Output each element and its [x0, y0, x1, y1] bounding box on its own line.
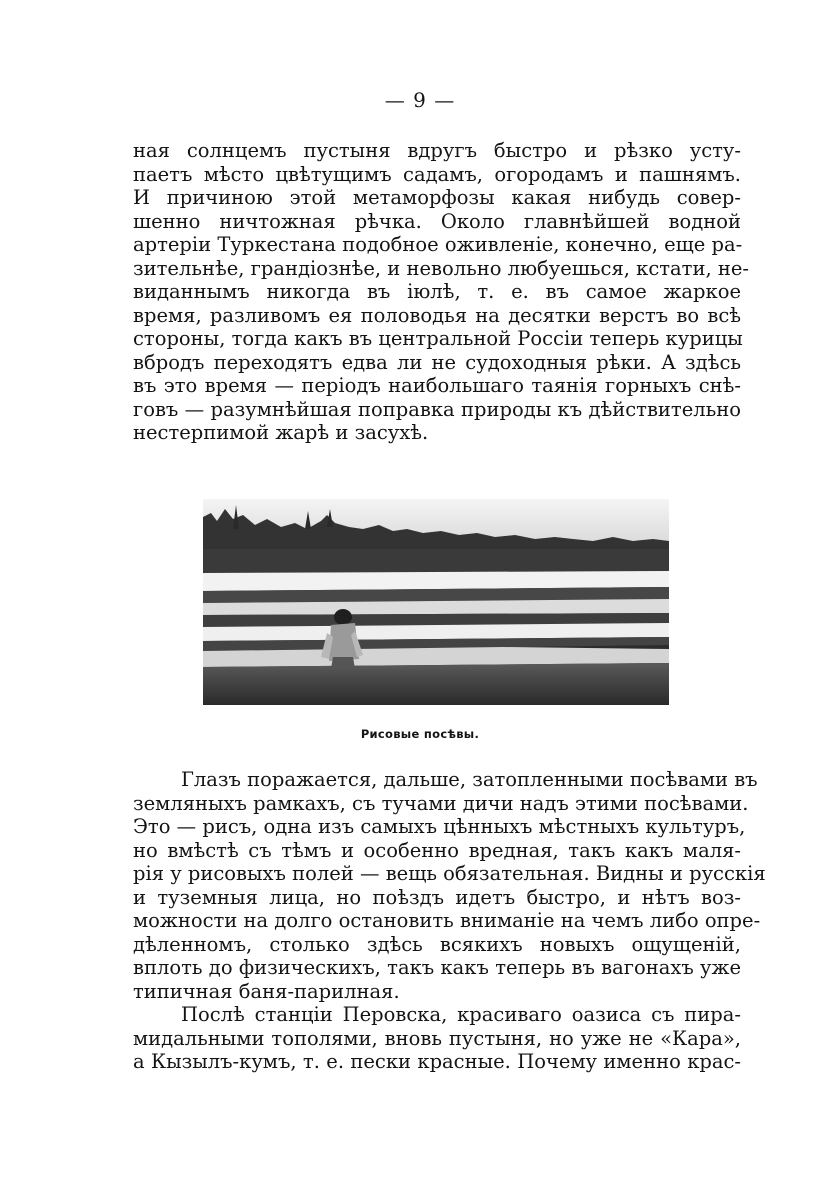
text-line: виданнымъ никогда въ іюлѣ, т. е. въ самое жаркое — [133, 280, 741, 303]
text-line: и туземныя лица, но поѣздъ идетъ быстро, и нѣтъ воз- — [133, 885, 741, 909]
text-line: И причиною этой метаморфозы какая нибудь совер- — [133, 186, 741, 209]
text-line: Глазъ поражается, дальше, затопленными посѣвами въ — [181, 768, 758, 791]
text-line: паетъ мѣсто цвѣтущимъ садамъ, огородамъ и пашнямъ. — [133, 162, 741, 186]
text-line: вплоть до физическихъ, такъ какъ теперь въ вагонахъ уже — [133, 956, 741, 979]
text-line: шенно ничтожная рѣчка. Около главнѣйшей водной — [133, 209, 741, 233]
text-line: но вмѣстѣ съ тѣмъ и особенно вредная, такъ какъ маля- — [133, 838, 741, 862]
text-line: нестерпимой жарѣ и засухѣ. — [133, 421, 429, 444]
figure-caption: Рисовые посѣвы. — [360, 727, 480, 741]
text-line: рія у рисовыхъ полей — вещь обязательная. Видны и русскія — [133, 862, 766, 885]
text-line: типичная баня-парилная. — [133, 979, 400, 1003]
text-line: Это — рисъ, одна изъ самыхъ цѣнныхъ мѣстныхъ культуръ, — [133, 815, 746, 838]
page-number: — 9 — — [384, 88, 456, 112]
text-line: зительнѣе, грандіознѣе, и невольно любуешься, кстати, не- — [133, 256, 749, 280]
text-line: земляныхъ рамкахъ, съ тучами дичи надъ этими посѣвами. — [133, 791, 749, 815]
text-line: ная солнцемъ пустыня вдругъ быстро и рѣзко усту- — [133, 139, 741, 162]
text-line: въ это время — періодъ наибольшаго таянія горныхъ снѣ- — [133, 374, 741, 397]
text-line: артеріи Туркестана подобное оживленіе, конечно, еще ра- — [133, 233, 743, 256]
text-line: вбродъ переходятъ едва ли не судоходныя рѣки. А здѣсь — [133, 350, 741, 374]
text-line: а Кызылъ-кумъ, т. е. пески красные. Почему именно крас- — [133, 1050, 741, 1073]
text-line: время, разливомъ ея половодья на десятки верстъ во всѣ — [133, 303, 741, 327]
text-line: Послѣ станціи Перовска, красиваго оазиса съ пира- — [181, 1003, 741, 1026]
text-line: говъ — разумнѣйшая поправка природы къ дѣйствительно — [133, 397, 741, 421]
rice-fields-photo — [203, 499, 669, 705]
paragraph-2 — [133, 768, 766, 1074]
text-line: мидальными тополями, вновь пустыня, но уже не «Кара», — [133, 1026, 741, 1050]
text-line: стороны, тогда какъ въ центральной Россіи теперь курицы — [133, 327, 743, 350]
rice-fields-illustration — [203, 499, 669, 705]
paragraph-1 — [133, 139, 749, 445]
text-line: дѣленномъ, столько здѣсь всякихъ новыхъ ощущеній, — [133, 932, 741, 956]
text-line: можности на долго остановить вниманіе на чемъ либо опре- — [133, 909, 761, 932]
